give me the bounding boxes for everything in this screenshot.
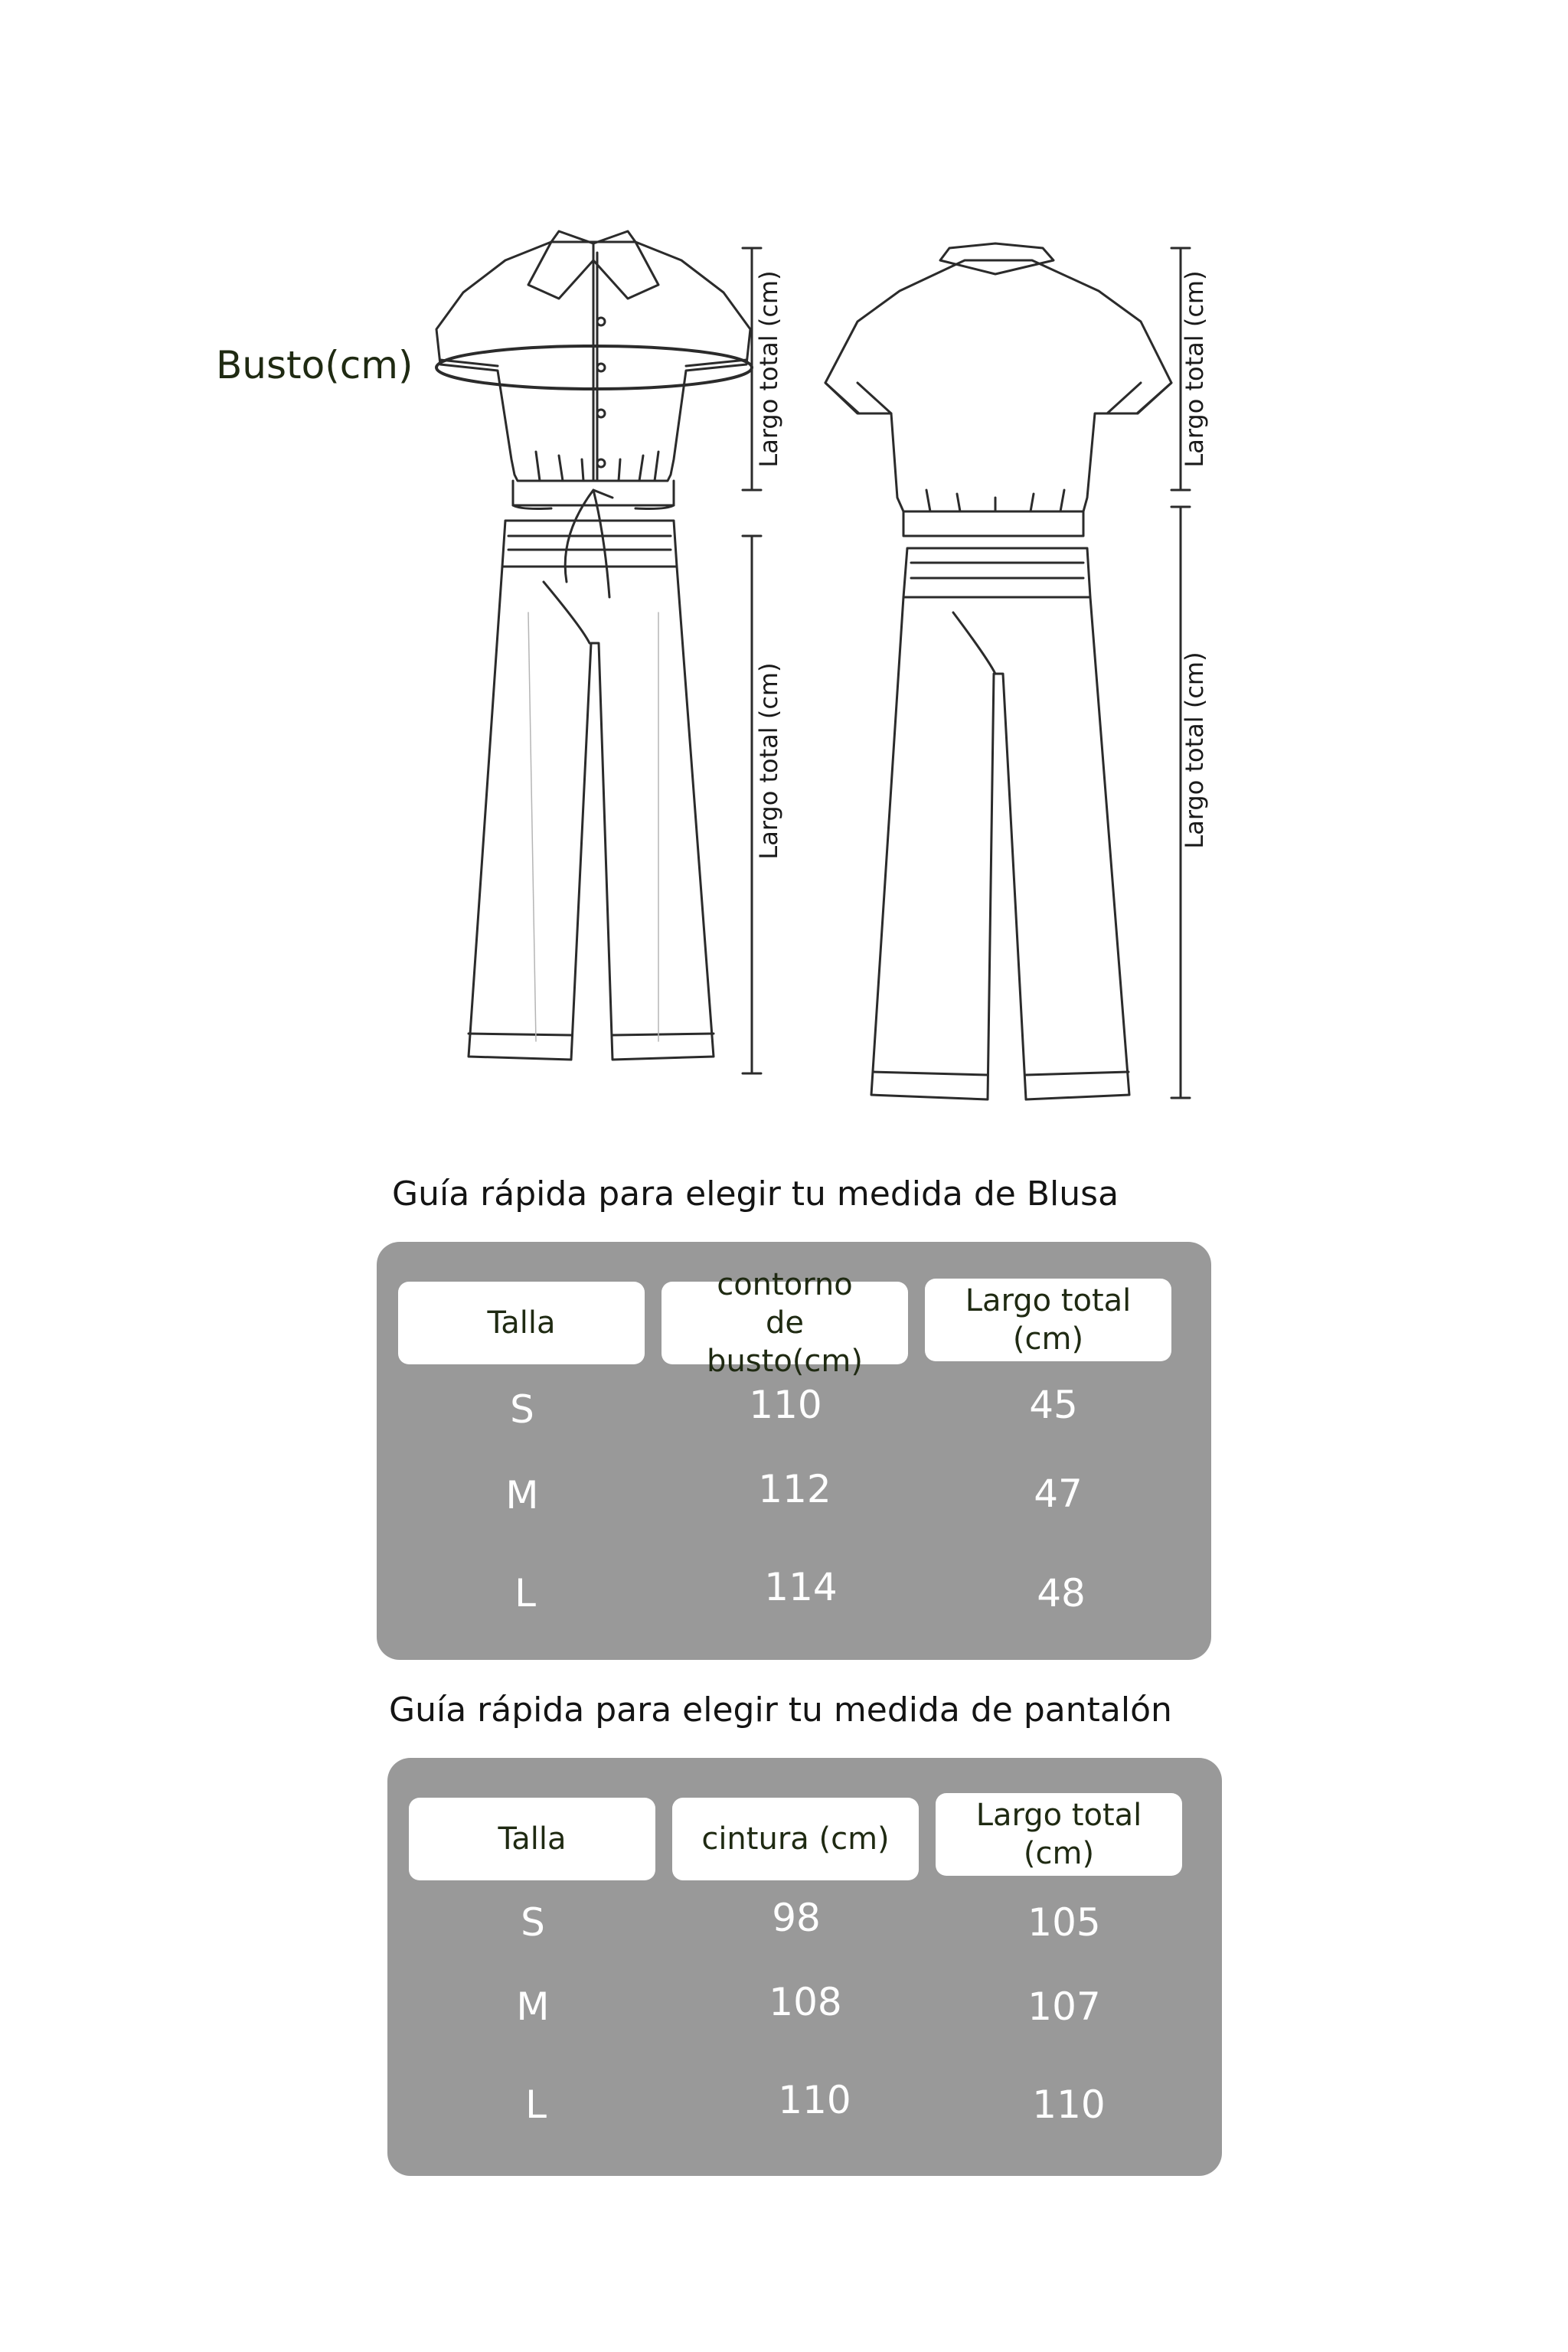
pantalon-cell: 108 <box>769 1980 842 2024</box>
pantalon-header-length: Largo total (cm) <box>936 1793 1182 1876</box>
pantalon-cell: L <box>525 2082 547 2127</box>
front-pants-drawing <box>469 521 714 1060</box>
pantalon-size-table <box>387 1758 1222 2176</box>
blusa-cell: L <box>514 1571 536 1615</box>
blusa-cell: M <box>505 1473 539 1517</box>
pants-length-label-front: Largo total (cm) <box>754 662 783 860</box>
pantalon-cell: M <box>516 1984 550 2029</box>
measurement-lines <box>743 248 1190 1098</box>
back-pants-drawing <box>871 548 1129 1099</box>
pantalon-header-size: Talla <box>409 1798 655 1880</box>
pantalon-cell: 98 <box>772 1896 821 1940</box>
pantalon-cell: 110 <box>778 2078 851 2122</box>
garment-technical-drawing <box>0 0 1568 1133</box>
blouse-length-label-front: Largo total (cm) <box>754 270 783 468</box>
blusa-header-size: Talla <box>398 1282 645 1364</box>
pantalon-cell: 110 <box>1032 2082 1106 2127</box>
blouse-length-label-back: Largo total (cm) <box>1180 270 1209 468</box>
pantalon-cell: 107 <box>1027 1984 1101 2029</box>
blusa-cell: 45 <box>1029 1383 1078 1427</box>
blusa-cell: 48 <box>1037 1571 1086 1615</box>
blusa-cell: 112 <box>758 1467 831 1511</box>
front-blouse-drawing <box>436 231 752 597</box>
pants-length-label-back: Largo total (cm) <box>1180 652 1209 849</box>
blusa-cell: S <box>510 1387 534 1432</box>
pantalon-table-title: Guía rápida para elegir tu medida de pantalón <box>389 1690 1172 1730</box>
blusa-size-table <box>377 1242 1211 1660</box>
blusa-header-length: Largo total (cm) <box>925 1279 1171 1361</box>
blusa-cell: 110 <box>749 1383 822 1427</box>
blusa-cell: 114 <box>764 1565 838 1609</box>
pantalon-cell: S <box>521 1900 545 1945</box>
blusa-header-bust: contorno de busto(cm) <box>662 1282 908 1364</box>
blusa-cell: 47 <box>1034 1472 1083 1516</box>
pantalon-cell: 105 <box>1027 1900 1101 1945</box>
back-blouse-drawing <box>825 243 1171 536</box>
bust-label: Busto(cm) <box>216 343 413 387</box>
blusa-table-title: Guía rápida para elegir tu medida de Blusa <box>392 1174 1119 1214</box>
pantalon-header-waist: cintura (cm) <box>672 1798 919 1880</box>
